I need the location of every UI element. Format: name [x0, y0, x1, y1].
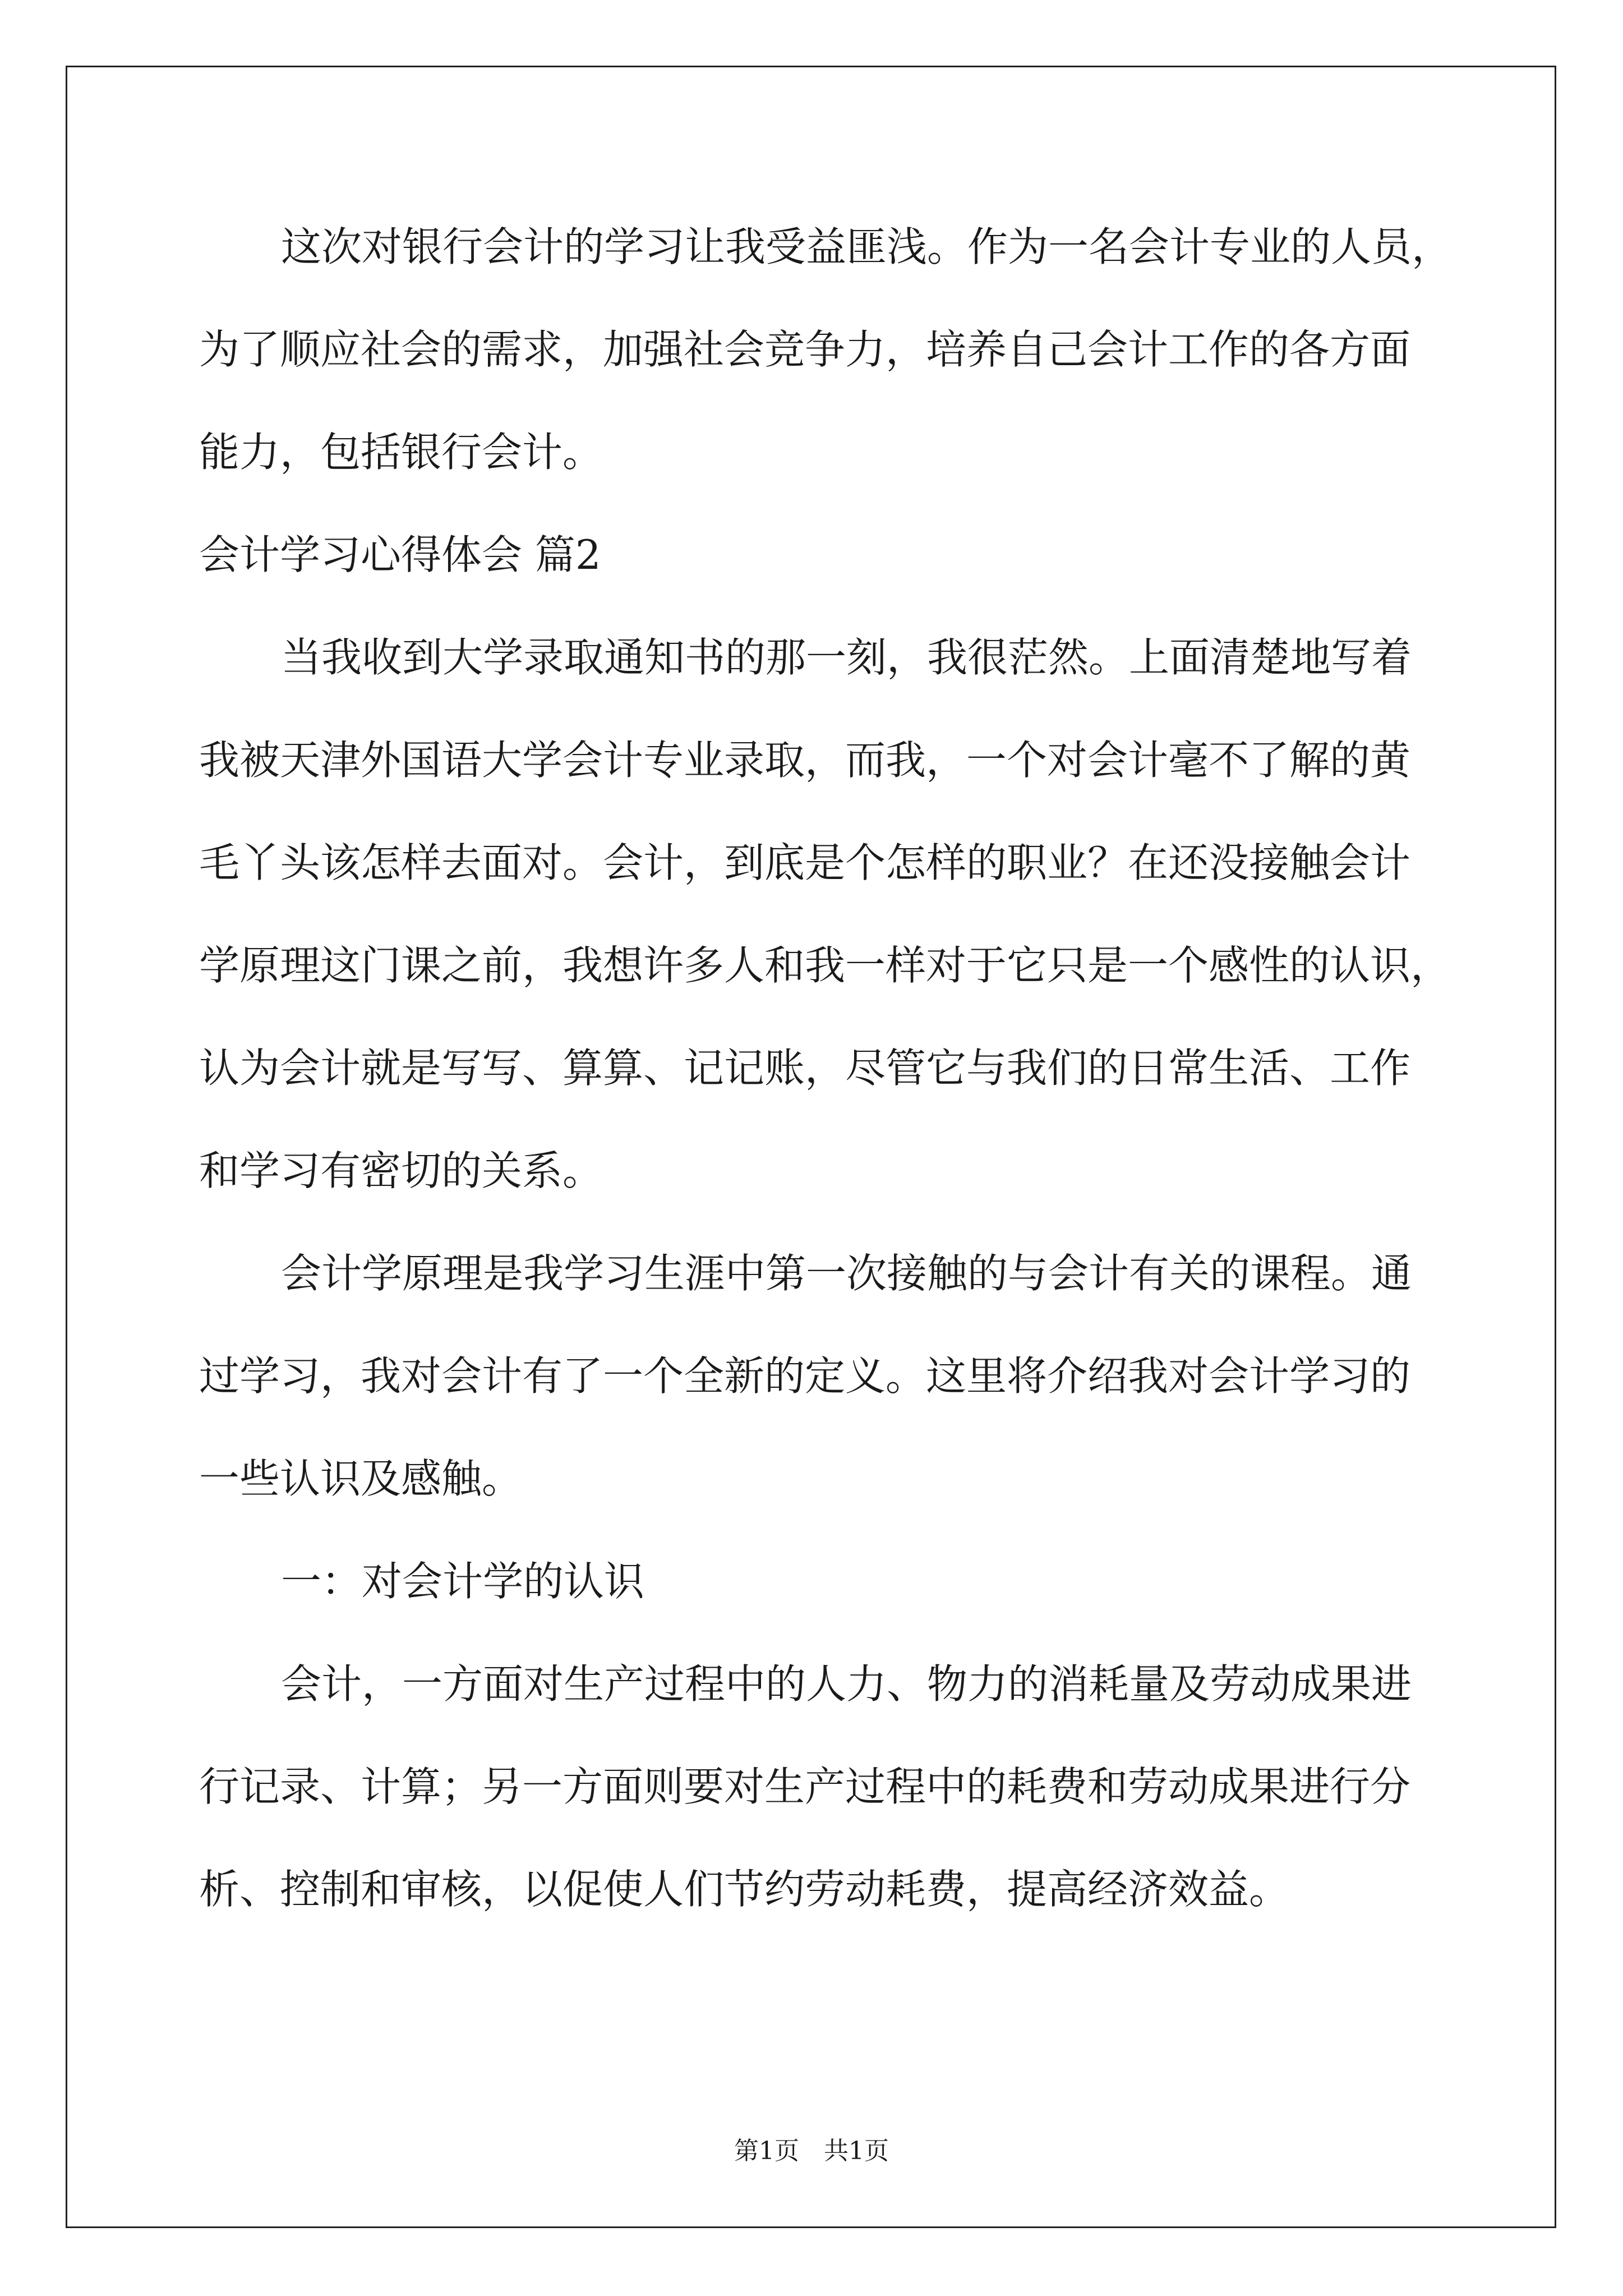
paragraph-line: 行记录、计算；另一方面则要对生产过程中的耗费和劳动成果进行分	[199, 1763, 1411, 1810]
paragraph-line: 当我收到大学录取通知书的那一刻，我很茫然。上面清楚地写着	[281, 634, 1412, 681]
paragraph-line: 会计学原理是我学习生涯中第一次接触的与会计有关的课程。通	[281, 1250, 1412, 1297]
paragraph-line: 和学习有密切的关系。	[199, 1147, 603, 1194]
paragraph-line: 一些认识及感触。	[199, 1455, 523, 1502]
paragraph-line: 认为会计就是写写、算算、记记账，尽管它与我们的日常生活、工作	[199, 1045, 1411, 1092]
paragraph-line: 析、控制和审核，以促使人们节约劳动耗费，提高经济效益。	[199, 1866, 1290, 1913]
paragraph-line: 能力，包括银行会计。	[199, 429, 603, 476]
paragraph-line: 会计，一方面对生产过程中的人力、物力的消耗量及劳动成果进	[281, 1660, 1412, 1708]
paragraph-line: 这次对银行会计的学习让我受益匪浅。作为一名会计专业的人员，	[281, 223, 1453, 270]
paragraph-line: 为了顺应社会的需求，加强社会竞争力，培养自己会计工作的各方面	[199, 326, 1411, 373]
paragraph-line: 学原理这门课之前，我想许多人和我一样对于它只是一个感性的认识，	[199, 942, 1451, 989]
section-heading: 会计学习心得体会 篇2	[199, 531, 601, 578]
paragraph-line: 毛丫头该怎样去面对。会计，到底是个怎样的职业？在还没接触会计	[199, 839, 1411, 886]
subsection-heading: 一：对会计学的认识	[281, 1558, 645, 1605]
paragraph-line: 过学习，我对会计有了一个全新的定义。这里将介绍我对会计学习的	[199, 1352, 1411, 1400]
page-footer: 第1页 共1页	[734, 2137, 889, 2165]
paragraph-line: 我被天津外国语大学会计专业录取，而我，一个对会计毫不了解的黄	[199, 737, 1411, 784]
